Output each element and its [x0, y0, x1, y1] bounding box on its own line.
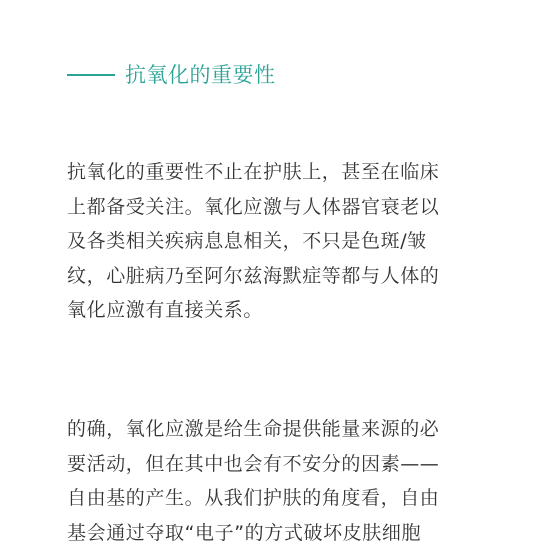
paragraph-1	[67, 155, 497, 328]
section-heading	[67, 58, 276, 92]
heading-rule	[67, 74, 115, 76]
paragraph-line: 的确，氧化应激是给生命提供能量来源的必	[67, 418, 440, 440]
paragraph-line: 基会通过夺取“电子”的方式破坏皮肤细胞	[67, 521, 422, 544]
paragraph-line: 要活动，但在其中也会有不安分的因素——	[67, 452, 440, 475]
paragraph-2	[67, 412, 497, 550]
paragraph-line: 上都备受关注。氧化应激与人体器官衰老以	[67, 195, 440, 218]
paragraph-line: 自由基的产生。从我们护肤的角度看，自由	[67, 487, 440, 510]
paragraph-line: 及各类相关疾病息息相关，不只是色斑/皱	[67, 230, 427, 253]
paragraph-line: 抗氧化的重要性不止在护肤上，甚至在临床	[67, 161, 440, 183]
paragraph-line: 纹，心脏病乃至阿尔兹海默症等都与人体的	[67, 264, 440, 287]
paragraph-line: 氧化应激有直接关系。	[67, 299, 264, 322]
heading-title: 抗氧化的重要性	[125, 63, 276, 87]
